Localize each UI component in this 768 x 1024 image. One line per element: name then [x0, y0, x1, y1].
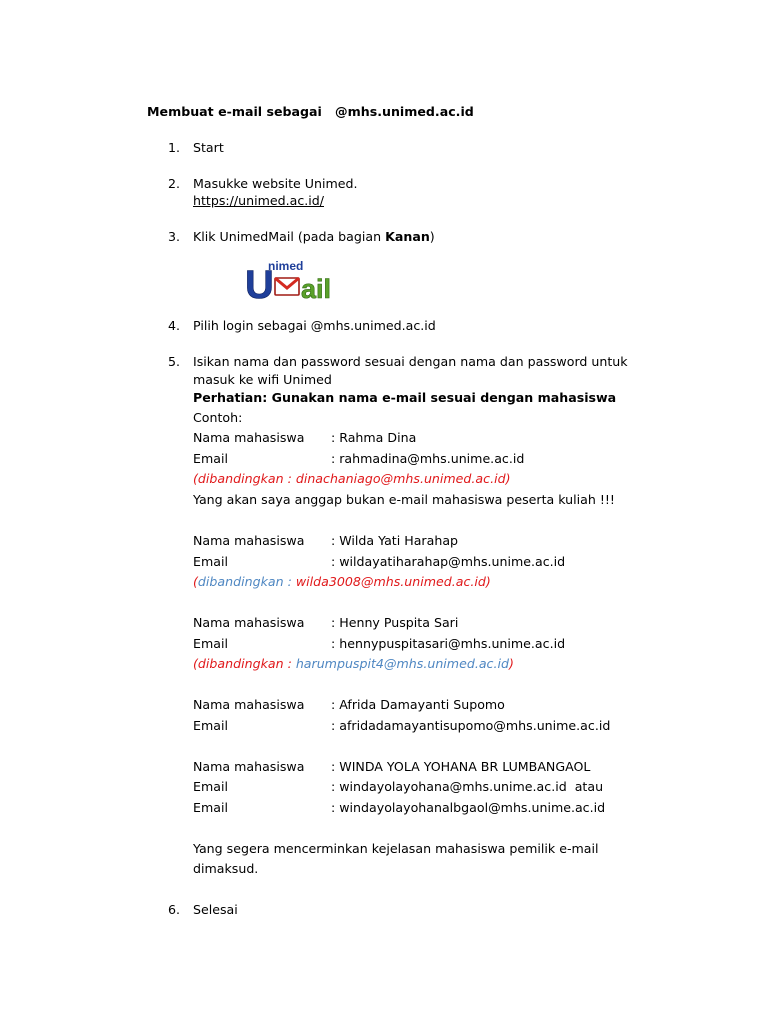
example-4-email-value: : afridadamayantisupomo@mhs.unime.ac.id	[331, 718, 611, 733]
step-3-number: 3.	[168, 229, 181, 244]
step-6-number: 6.	[168, 902, 181, 917]
example-3-name-value: : Henny Puspita Sari	[331, 615, 459, 630]
example-1-comparison: (dibandingkan : dinachaniago@mhs.unimed.ac.id)	[193, 471, 511, 486]
step-2-text: Masukke website Unimed.	[193, 176, 358, 191]
example-5-email-2-value: : windayolayohanalbgaol@mhs.unime.ac.id	[331, 800, 606, 815]
step-5-line-1: Isikan nama dan password sesuai dengan nama dan password untuk	[193, 354, 628, 369]
logo-word-top: nimed	[268, 259, 304, 273]
example-2-name-value: : Wilda Yati Harahap	[331, 533, 459, 548]
step-2-number: 2.	[168, 176, 181, 191]
step-1-number: 1.	[168, 140, 181, 155]
step-5-number: 5.	[168, 354, 181, 369]
example-2-comparison: (dibandingkan : wilda3008@mhs.unimed.ac.id)	[193, 574, 491, 589]
example-5-name-label: Nama mahasiswa	[193, 759, 305, 774]
step-6-text: Selesai	[193, 902, 238, 917]
example-1-email-label: Email	[193, 451, 228, 466]
step-1-text: Start	[193, 140, 224, 155]
step-5-line-2: masuk ke wifi Unimed	[193, 372, 332, 387]
example-label: Contoh:	[193, 410, 243, 425]
example-1-email-value: : rahmadina@mhs.unime.ac.id	[331, 451, 525, 466]
envelope-icon	[275, 278, 299, 295]
example-3-email-value: : hennypuspitasari@mhs.unime.ac.id	[331, 636, 566, 651]
example-5-email-1-value: : windayolayohana@mhs.unime.ac.id atau	[331, 779, 604, 794]
example-4-name-value: : Afrida Damayanti Supomo	[331, 697, 505, 712]
step-4-number: 4.	[168, 318, 181, 333]
example-2-name-label: Nama mahasiswa	[193, 533, 305, 548]
example-1-name-label: Nama mahasiswa	[193, 430, 305, 445]
example-5-name-value: : WINDA YOLA YOHANA BR LUMBANGAOL	[331, 759, 591, 774]
closing-line-2: dimaksud.	[193, 861, 259, 876]
example-2-email-value: : wildayatiharahap@mhs.unime.ac.id	[331, 554, 566, 569]
example-1-name-value: : Rahma Dina	[331, 430, 417, 445]
closing-line-1: Yang segera mencerminkan kejelasan mahasiswa pemilik e-mail	[193, 841, 599, 856]
example-3-email-label: Email	[193, 636, 228, 651]
step-3-text: Klik UnimedMail (pada bagian Kanan)	[193, 229, 435, 244]
step-4-text: Pilih login sebagai @mhs.unimed.ac.id	[193, 318, 436, 333]
example-2-email-label: Email	[193, 554, 228, 569]
example-3-comparison: (dibandingkan : harumpuspit4@mhs.unimed.ac.id)	[193, 656, 514, 671]
document-title: Membuat e-mail sebagai @mhs.unimed.ac.id	[147, 104, 474, 119]
example-4-email-label: Email	[193, 718, 228, 733]
example-5-email-1-label: Email	[193, 779, 228, 794]
example-5-email-2-label: Email	[193, 800, 228, 815]
example-1-note: Yang akan saya anggap bukan e-mail mahasiswa peserta kuliah !!!	[193, 492, 615, 507]
example-4-name-label: Nama mahasiswa	[193, 697, 305, 712]
umail-logo-graphic	[244, 258, 352, 302]
umail-logo[interactable]	[244, 258, 352, 302]
logo-letter-u: U	[245, 263, 274, 302]
logo-word-rest: ail	[301, 274, 332, 302]
warning-text: Perhatian: Gunakan nama e-mail sesuai dengan mahasiswa	[193, 390, 617, 405]
unimed-website-link[interactable]: https://unimed.ac.id/	[193, 193, 324, 208]
example-3-name-label: Nama mahasiswa	[193, 615, 305, 630]
